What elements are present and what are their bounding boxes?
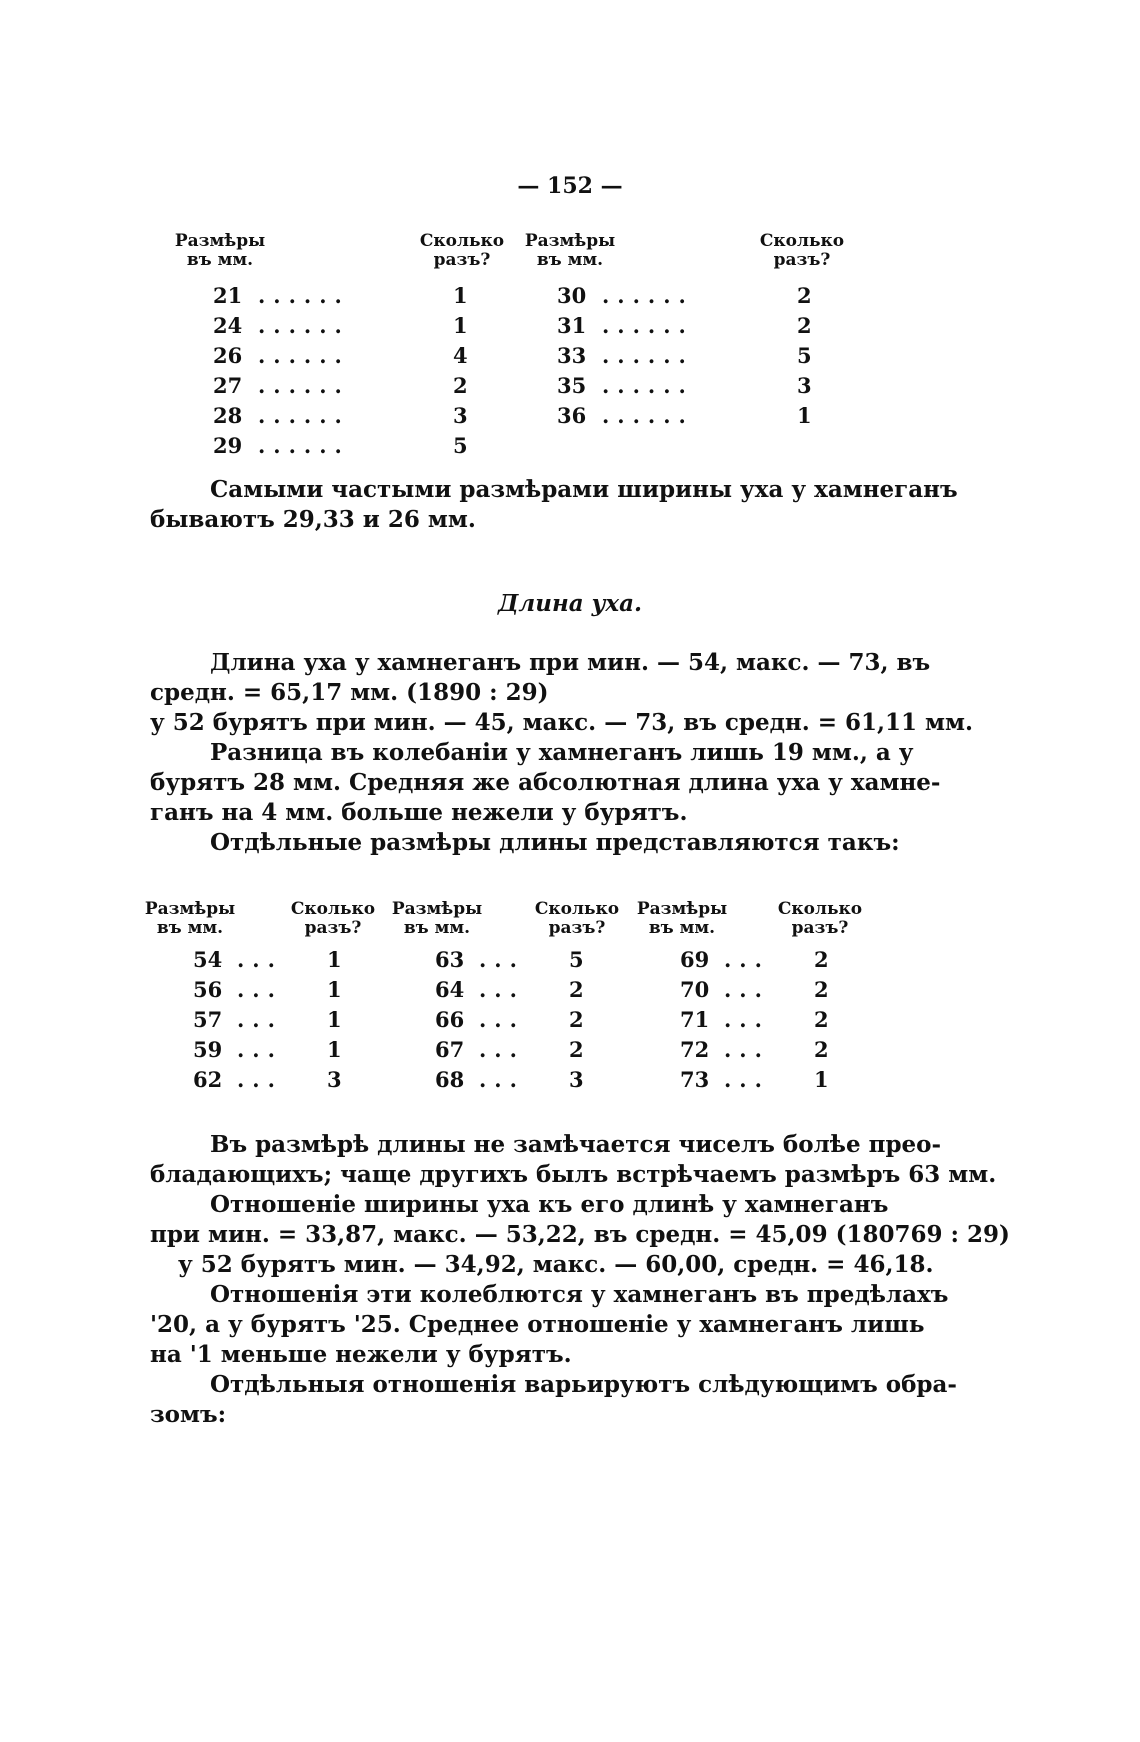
text-line: Отношеніе ширины уха къ его длинѣ у хамнеганъ <box>210 1191 889 1218</box>
size-value: 69 <box>680 947 710 972</box>
table-row <box>193 1066 357 1094</box>
table-row <box>557 312 827 340</box>
count-value: 2 <box>814 1007 829 1032</box>
count-value: 5 <box>569 947 584 972</box>
text-line: ганъ на 4 мм. больше нежели у бурятъ. <box>150 799 688 826</box>
table-row <box>680 1066 844 1094</box>
count-value: 2 <box>569 977 584 1002</box>
count-value: 1 <box>814 1067 829 1092</box>
text-line: у 52 бурятъ мин. — 34,92, макс. — 60,00, средн. = 46,18. <box>178 1251 934 1278</box>
size-value: 24 <box>213 313 243 338</box>
leader-dots: ... <box>479 1007 525 1032</box>
text-line: у 52 бурятъ при мин. — 45, макс. — 73, въ средн. = 61,11 мм. <box>150 709 974 736</box>
size-value: 63 <box>435 947 465 972</box>
table-row <box>435 1066 599 1094</box>
leader-dots: ...... <box>602 313 694 338</box>
count-value: 2 <box>569 1007 584 1032</box>
count-value: 1 <box>327 1007 342 1032</box>
table-row <box>557 282 827 310</box>
leader-dots: ...... <box>602 283 694 308</box>
text-line: Въ размѣрѣ длины не замѣчается чиселъ болѣе прео- <box>210 1131 942 1158</box>
size-value: 57 <box>193 1007 223 1032</box>
leader-dots: ... <box>237 1007 283 1032</box>
leader-dots: ...... <box>602 403 694 428</box>
leader-dots: ... <box>724 947 770 972</box>
table-row <box>213 432 483 460</box>
text-line: зомъ: <box>150 1401 227 1428</box>
size-value: 30 <box>557 283 587 308</box>
count-value: 3 <box>797 373 812 398</box>
text-line: Отдѣльные размѣры длины представляются такъ: <box>210 829 900 856</box>
table-row <box>435 976 599 1004</box>
count-value: 1 <box>327 1037 342 1062</box>
paragraph-ratio <box>150 1130 1010 1430</box>
count-value: 3 <box>327 1067 342 1092</box>
count-value: 3 <box>453 403 468 428</box>
leader-dots: ...... <box>258 283 350 308</box>
paragraph-ear-length <box>150 648 974 858</box>
table2-size-header-2: Размѣры въ мм. <box>391 899 483 938</box>
text-line: средн. = 65,17 мм. (1890 : 29) <box>150 679 549 706</box>
table2-count-header-1: Сколько разъ? <box>290 899 376 938</box>
table-row <box>193 1036 357 1064</box>
table-row <box>435 1036 599 1064</box>
count-value: 1 <box>327 947 342 972</box>
table2-count-header-3: Сколько разъ? <box>777 899 863 938</box>
text-line: бываютъ 29,33 и 26 мм. <box>150 506 476 533</box>
leader-dots: ... <box>479 1067 525 1092</box>
table-row <box>435 1006 599 1034</box>
size-value: 28 <box>213 403 243 428</box>
count-value: 1 <box>327 977 342 1002</box>
size-value: 59 <box>193 1037 223 1062</box>
text-line: Отношенія эти колеблются у хамнеганъ въ предѣлахъ <box>210 1281 949 1308</box>
leader-dots: ...... <box>602 343 694 368</box>
count-value: 3 <box>569 1067 584 1092</box>
size-value: 67 <box>435 1037 465 1062</box>
count-value: 2 <box>797 313 812 338</box>
table-row <box>680 1006 844 1034</box>
table-row <box>213 342 483 370</box>
leader-dots: ... <box>479 977 525 1002</box>
size-value: 66 <box>435 1007 465 1032</box>
count-value: 5 <box>797 343 812 368</box>
size-value: 36 <box>557 403 587 428</box>
leader-dots: ... <box>479 947 525 972</box>
table-row <box>193 976 357 1004</box>
size-value: 29 <box>213 433 243 458</box>
table-row <box>680 976 844 1004</box>
table2-size-header-1: Размѣры въ мм. <box>144 899 236 938</box>
size-value: 31 <box>557 313 587 338</box>
count-value: 1 <box>797 403 812 428</box>
count-value: 1 <box>453 313 468 338</box>
leader-dots: ... <box>237 1037 283 1062</box>
size-value: 54 <box>193 947 223 972</box>
text-line: Отдѣльныя отношенія варьируютъ слѣдующимъ обра- <box>210 1371 957 1398</box>
table-row <box>193 946 357 974</box>
text-line: бурятъ 28 мм. Средняя же абсолютная длина уха у хамне- <box>150 769 941 796</box>
size-value: 70 <box>680 977 710 1002</box>
table-row <box>213 312 483 340</box>
leader-dots: ... <box>724 1007 770 1032</box>
text-line: на '1 меньше нежели у бурятъ. <box>150 1341 572 1368</box>
leader-dots: ... <box>479 1037 525 1062</box>
page-number: — 152 — <box>517 173 623 199</box>
leader-dots: ... <box>237 977 283 1002</box>
text-line: Самыми частыми размѣрами ширины уха у хамнеганъ <box>210 476 958 503</box>
count-value: 5 <box>453 433 468 458</box>
table1-count-header-right: Сколько разъ? <box>759 231 845 270</box>
size-value: 68 <box>435 1067 465 1092</box>
leader-dots: ... <box>724 1037 770 1062</box>
text-line: при мин. = 33,87, макс. — 53,22, въ средн. = 45,09 (180769 : 29) <box>150 1221 1010 1248</box>
table-row <box>213 282 483 310</box>
table-row <box>213 402 483 430</box>
size-value: 56 <box>193 977 223 1002</box>
leader-dots: ...... <box>258 433 350 458</box>
count-value: 2 <box>814 977 829 1002</box>
count-value: 2 <box>569 1037 584 1062</box>
count-value: 1 <box>453 283 468 308</box>
size-value: 71 <box>680 1007 710 1032</box>
table-row <box>557 402 827 430</box>
leader-dots: ...... <box>258 313 350 338</box>
table-row <box>680 946 844 974</box>
leader-dots: ... <box>237 947 283 972</box>
text-line: Разница въ колебаніи у хамнеганъ лишь 19 мм., а у <box>210 739 914 766</box>
size-value: 35 <box>557 373 587 398</box>
table1-size-header-left: Размѣры въ мм. <box>174 231 266 270</box>
section-title: Длина уха. <box>497 590 643 617</box>
count-value: 2 <box>797 283 812 308</box>
table-row <box>435 946 599 974</box>
table2-size-header-3: Размѣры въ мм. <box>636 899 728 938</box>
count-value: 2 <box>814 1037 829 1062</box>
leader-dots: ... <box>724 1067 770 1092</box>
table2-count-header-2: Сколько разъ? <box>534 899 620 938</box>
size-value: 26 <box>213 343 243 368</box>
size-value: 72 <box>680 1037 710 1062</box>
text-line: Длина уха у хамнеганъ при мин. — 54, макс. — 73, въ <box>210 649 931 676</box>
size-value: 73 <box>680 1067 710 1092</box>
table-row <box>193 1006 357 1034</box>
table-row <box>557 372 827 400</box>
leader-dots: ...... <box>258 403 350 428</box>
count-value: 2 <box>814 947 829 972</box>
table1-count-header-left: Сколько разъ? <box>419 231 505 270</box>
leader-dots: ...... <box>258 343 350 368</box>
paragraph-ear-width-summary <box>150 475 958 535</box>
leader-dots: ...... <box>602 373 694 398</box>
size-value: 21 <box>213 283 243 308</box>
leader-dots: ... <box>237 1067 283 1092</box>
size-value: 64 <box>435 977 465 1002</box>
table-row <box>213 372 483 400</box>
size-value: 27 <box>213 373 243 398</box>
table-row <box>557 342 827 370</box>
table1-size-header-right: Размѣры въ мм. <box>524 231 616 270</box>
table-row <box>680 1036 844 1064</box>
count-value: 4 <box>453 343 468 368</box>
size-value: 62 <box>193 1067 223 1092</box>
leader-dots: ... <box>724 977 770 1002</box>
leader-dots: ...... <box>258 373 350 398</box>
text-line: '20, а у бурятъ '25. Среднее отношеніе у хамнеганъ лишь <box>150 1311 925 1338</box>
count-value: 2 <box>453 373 468 398</box>
text-line: бладающихъ; чаще другихъ былъ встрѣчаемъ размѣръ 63 мм. <box>150 1161 997 1188</box>
size-value: 33 <box>557 343 587 368</box>
